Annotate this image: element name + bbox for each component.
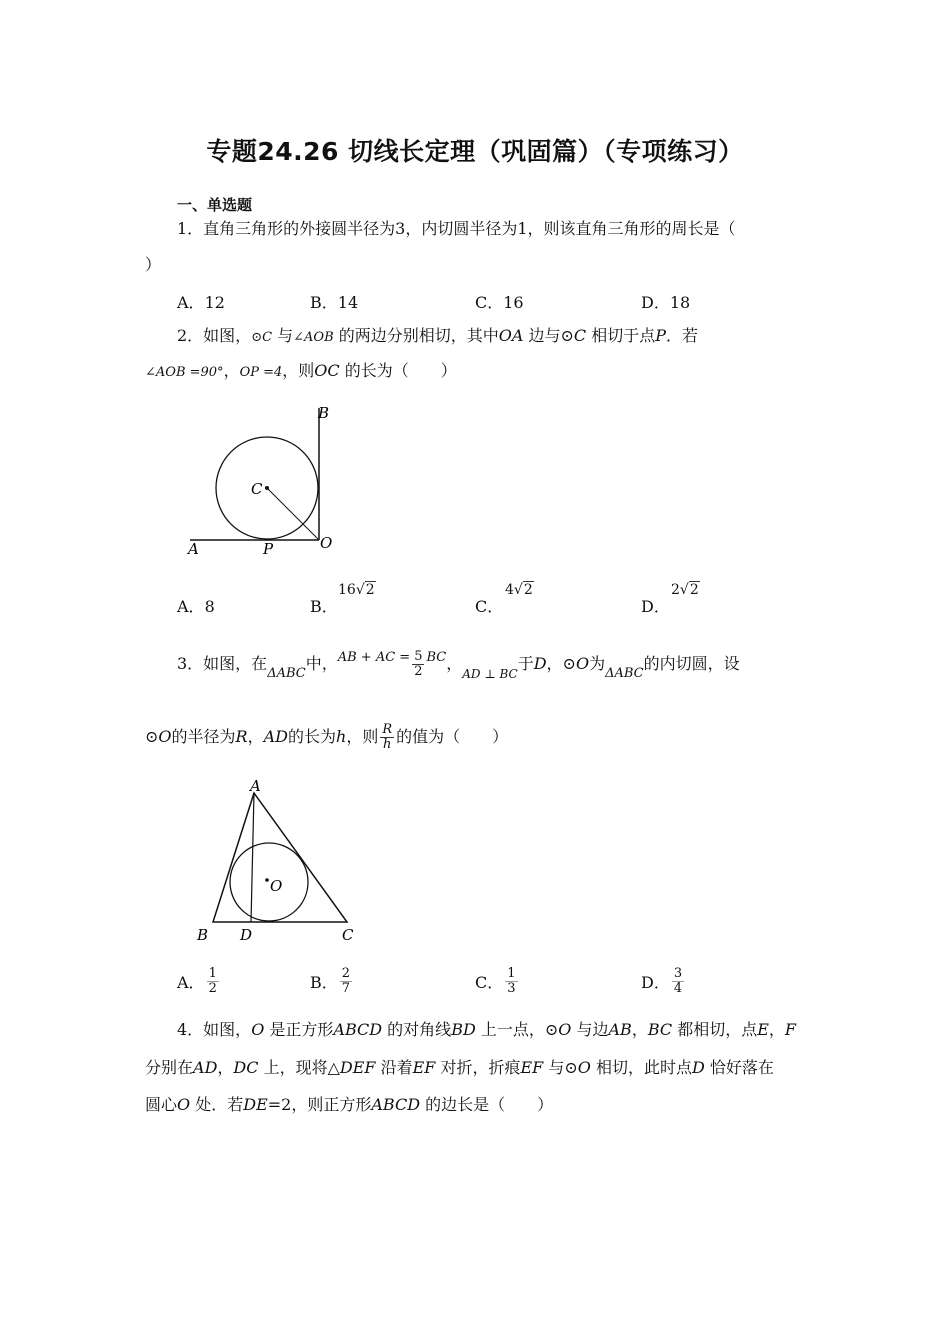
question-1-line-2: ） <box>145 255 162 274</box>
q3-label-a: A <box>250 777 261 795</box>
q2-option-a: A．8 <box>177 597 215 616</box>
section-header: 一、单选题 <box>177 196 253 214</box>
q2-option-d-value: 2√2 <box>671 582 699 598</box>
q2-label-c: C <box>251 480 263 498</box>
q2-center-dot <box>265 486 269 490</box>
q2-label-p: P <box>263 540 274 558</box>
q3-label-o: O <box>270 877 283 895</box>
q3-option-a: A． $\frac{1}{2}$ <box>177 965 217 996</box>
q3-option-c: C． $\frac{1}{3}$ <box>475 965 516 996</box>
q2-label-b: B <box>318 404 330 422</box>
q3-label-d: D <box>240 926 253 944</box>
question-3-line-2: ⊙ O 的半径为 R ， AD 的长为 h ，则 $\frac{R}{h}$ 的值为（ ） <box>145 721 509 752</box>
q2-option-d-label: D． <box>641 597 670 616</box>
q3-incircle <box>230 843 308 921</box>
q2-option-c-label: C． <box>475 597 504 616</box>
q1-option-a: A．12 <box>177 293 225 312</box>
q3-option-b: B． $\frac{2}{7}$ <box>310 965 351 996</box>
q3-label-b: B <box>197 926 209 944</box>
question-2-line-1: 2．如图，⊙C 与∠AOB 的两边分别相切，其中OA 边与⊙C 相切于点P．若 <box>177 326 699 345</box>
question-3-line-1: 3．如图，在 ΔABC 中， AB + AC = $\frac{5}{2}$ BC ， AD ⊥ BC 于 D ，⊙ O 为 ΔABC 的内切圆，设 <box>177 648 740 681</box>
q3-triangle <box>213 793 347 922</box>
question-2-line-2: ∠AOB =90°，OP =4，则OC 的长为（ ） <box>145 361 457 380</box>
question-4-line-2: 分别在AD，DC 上，现将△DEF 沿着EF 对折，折痕EF 与⊙O 相切，此时点D 恰好落在 <box>145 1058 774 1077</box>
q2-option-b-label: B． <box>310 597 338 616</box>
q2-label-a: A <box>188 540 199 558</box>
question-4-line-3: 圆心O 处．若DE=2，则正方形ABCD 的边长是（ ） <box>145 1095 554 1114</box>
q1-option-c: C．16 <box>475 293 524 312</box>
question-4-line-1: 4．如图，O 是正方形ABCD 的对角线BD 上一点，⊙O 与边AB，BC 都相切，点E，F <box>177 1020 797 1039</box>
q2-option-b-value: 16√2 <box>338 582 375 598</box>
question-1-line-1: 1．直角三角形的外接圆半径为3，内切圆半径为1，则该直角三角形的周长是（ <box>177 219 736 238</box>
q3-label-c: C <box>342 926 354 944</box>
q2-figure <box>180 400 340 565</box>
q3-altitude-ad <box>251 793 254 922</box>
q1-option-d: D．18 <box>641 293 691 312</box>
q2-option-c-value: 4√2 <box>505 582 533 598</box>
q1-option-b: B．14 <box>310 293 359 312</box>
q3-center-dot <box>265 878 269 882</box>
q3-option-d: D． $\frac{3}{4}$ <box>641 965 683 996</box>
q2-label-o: O <box>320 534 333 552</box>
page-title: 专题24.26 切线长定理（巩固篇）（专项练习） <box>206 137 744 166</box>
q3-figure <box>190 775 365 950</box>
